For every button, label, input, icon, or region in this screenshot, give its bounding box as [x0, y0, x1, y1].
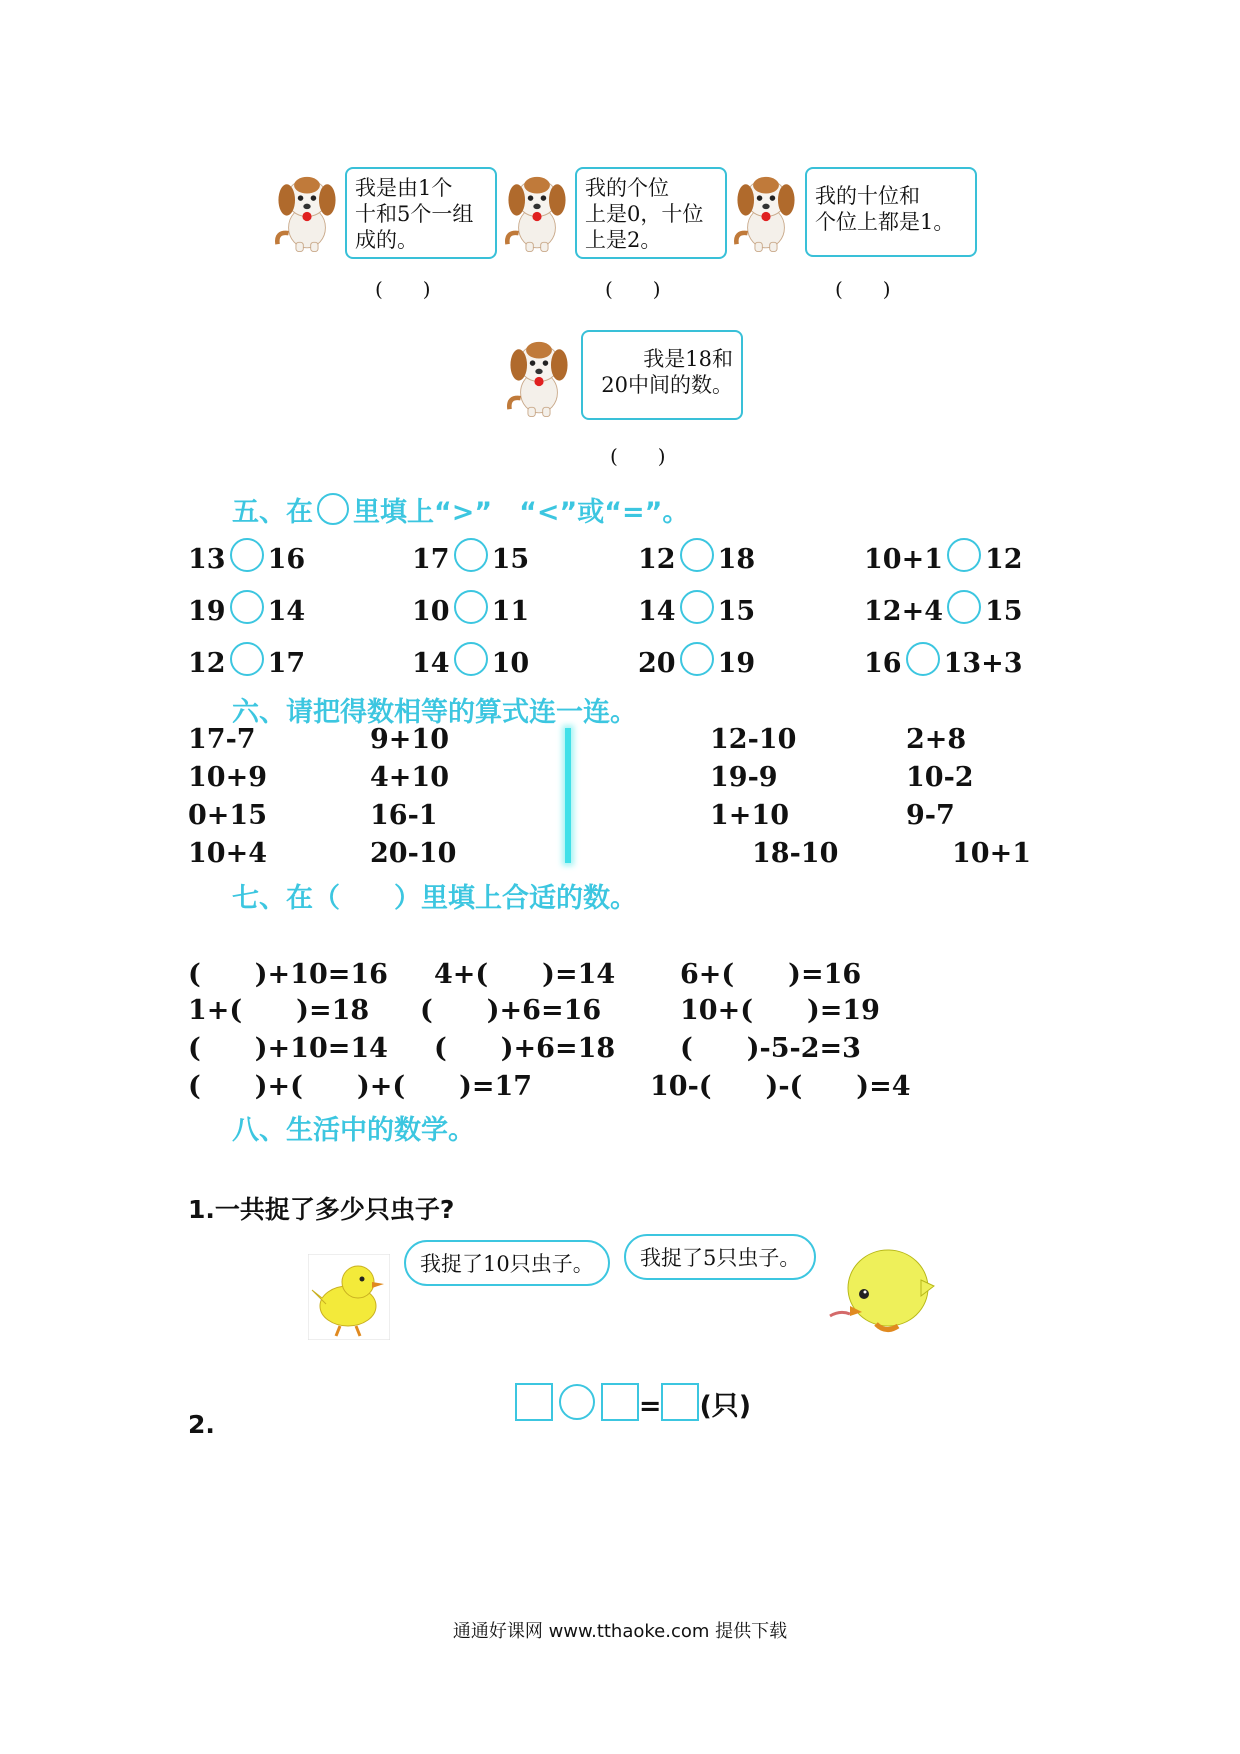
compare-item: 12+4 15 — [864, 590, 1023, 627]
dog-bubble: 我的个位 上是0，十位 上是2。 — [575, 167, 727, 259]
dog-illustration — [731, 165, 801, 257]
circle-icon — [317, 493, 349, 525]
speech-bubble-left: 我捉了10只虫子。 — [404, 1240, 610, 1286]
match-expression[interactable]: 12-10 — [710, 724, 797, 755]
dog-illustration — [272, 165, 342, 257]
compare-circle[interactable] — [230, 642, 264, 676]
compare-item: 10+1 12 — [864, 538, 1023, 575]
compare-item: 12 17 — [188, 642, 305, 679]
answer-box[interactable] — [661, 1383, 699, 1421]
compare-item: 19 14 — [188, 590, 305, 627]
fill-blank-equation[interactable]: 6+( )=16 — [680, 959, 862, 990]
section-7-title: 七、在（ ）里填上合适的数。 — [232, 883, 637, 914]
compare-item: 14 15 — [638, 590, 755, 627]
match-expression[interactable]: 10+1 — [952, 838, 1031, 869]
fill-blank-equation[interactable]: ( )+10=14 — [188, 1033, 388, 1064]
fill-blank-equation[interactable]: ( )-5-2=3 — [680, 1033, 861, 1064]
question-2: 2. — [188, 1410, 215, 1439]
fill-blank-equation[interactable]: ( )+6=16 — [420, 995, 602, 1026]
match-expression[interactable]: 18-10 — [752, 838, 839, 869]
answer-blank[interactable]: ( ) — [375, 277, 431, 301]
match-expression[interactable]: 17-7 — [188, 724, 256, 755]
fill-blank-equation[interactable]: 10-( )-( )=4 — [650, 1071, 911, 1102]
match-expression[interactable]: 0+15 — [188, 800, 267, 831]
dog-bubble: 我的十位和 个位上都是1。 — [805, 167, 977, 257]
match-expression[interactable]: 19-9 — [710, 762, 778, 793]
answer-blank[interactable]: ( ) — [835, 277, 891, 301]
match-expression[interactable]: 16-1 — [370, 800, 438, 831]
fill-blank-equation[interactable]: ( )+10=16 — [188, 959, 388, 990]
answer-box[interactable] — [601, 1383, 639, 1421]
compare-circle[interactable] — [454, 590, 488, 624]
match-expression[interactable]: 9+10 — [370, 724, 449, 755]
question-1: 1.一共捉了多少只虫子? — [188, 1195, 455, 1224]
compare-circle[interactable] — [680, 538, 714, 572]
compare-item: 12 18 — [638, 538, 755, 575]
footer-text: 通通好课网 www.tthaoke.com 提供下载 — [452, 1621, 788, 1642]
compare-circle[interactable] — [680, 642, 714, 676]
compare-item: 16 13+3 — [864, 642, 1023, 679]
fill-blank-equation[interactable]: ( )+( )+( )=17 — [188, 1071, 533, 1102]
answer-equation: = (只) — [496, 1352, 751, 1423]
compare-item: 10 11 — [412, 590, 529, 627]
compare-circle[interactable] — [947, 538, 981, 572]
match-expression[interactable]: 20-10 — [370, 838, 457, 869]
operator-circle[interactable] — [559, 1384, 595, 1420]
dog-bubble: 我是由1个 十和5个一组 成的。 — [345, 167, 497, 259]
fill-blank-equation[interactable]: 1+( )=18 — [188, 995, 370, 1026]
match-expression[interactable]: 10+9 — [188, 762, 267, 793]
fill-blank-equation[interactable]: 4+( )=14 — [434, 959, 616, 990]
match-expression[interactable]: 2+8 — [906, 724, 967, 755]
match-expression[interactable]: 9-7 — [906, 800, 955, 831]
dog-illustration — [504, 330, 574, 422]
match-expression[interactable]: 4+10 — [370, 762, 449, 793]
compare-circle[interactable] — [680, 590, 714, 624]
answer-blank[interactable]: ( ) — [610, 444, 666, 468]
fill-blank-equation[interactable]: 10+( )=19 — [680, 995, 880, 1026]
answer-blank[interactable]: ( ) — [605, 277, 661, 301]
compare-circle[interactable] — [230, 538, 264, 572]
compare-circle[interactable] — [230, 590, 264, 624]
compare-circle[interactable] — [906, 642, 940, 676]
speech-bubble-right: 我捉了5只虫子。 — [624, 1234, 816, 1280]
fill-blank-equation[interactable]: ( )+6=18 — [434, 1033, 616, 1064]
compare-item: 13 16 — [188, 538, 305, 575]
section-6-title: 六、请把得数相等的算式连一连。 — [232, 697, 637, 728]
match-expression[interactable]: 1+10 — [710, 800, 789, 831]
answer-box[interactable] — [515, 1383, 553, 1421]
section-5-title: 五、在 里填上“>” “<”或“=”。 — [232, 490, 689, 529]
divider-line — [565, 728, 571, 863]
compare-circle[interactable] — [947, 590, 981, 624]
compare-circle[interactable] — [454, 642, 488, 676]
compare-item: 17 15 — [412, 538, 529, 575]
match-expression[interactable]: 10-2 — [906, 762, 974, 793]
dog-illustration — [502, 165, 572, 257]
dog-bubble: 我是18和 20中间的数。 — [581, 330, 743, 420]
compare-item: 20 19 — [638, 642, 755, 679]
section-8-title: 八、生活中的数学。 — [232, 1115, 475, 1146]
compare-item: 14 10 — [412, 642, 529, 679]
match-expression[interactable]: 10+4 — [188, 838, 267, 869]
chick-illustration — [308, 1254, 390, 1340]
chick-illustration — [826, 1240, 936, 1336]
compare-circle[interactable] — [454, 538, 488, 572]
